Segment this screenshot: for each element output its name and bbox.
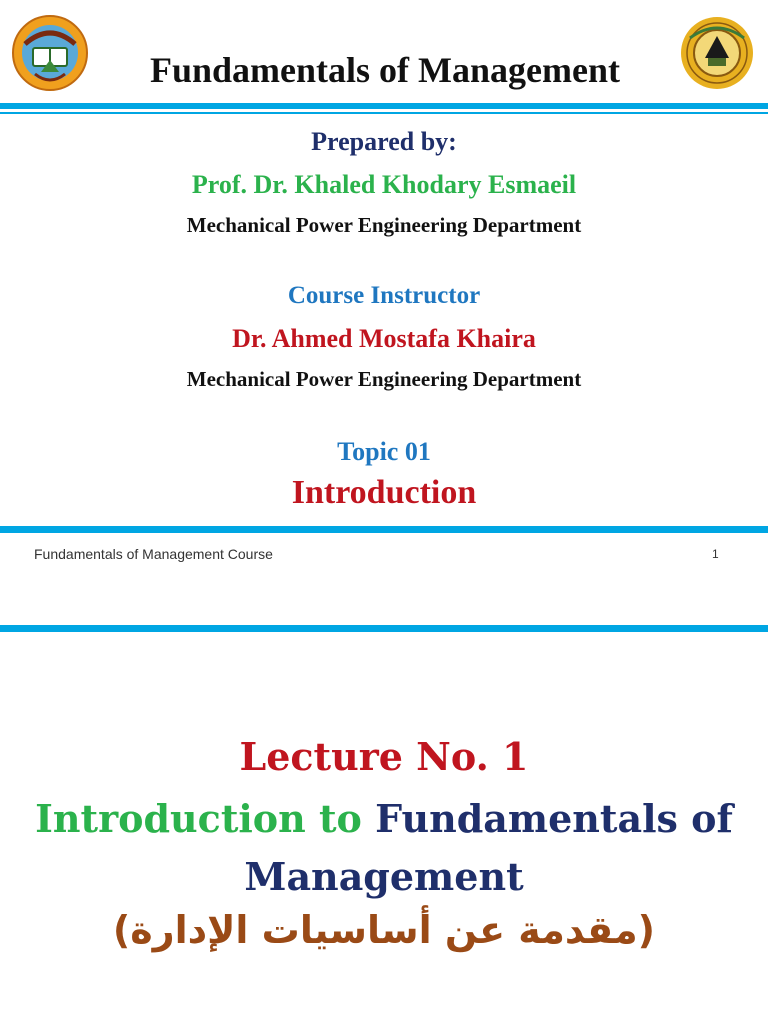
heading-intro-text: Introduction to	[35, 796, 362, 841]
footer-course-name: Fundamentals of Management Course	[34, 546, 273, 562]
instructor-department: Mechanical Power Engineering Department	[186, 367, 582, 391]
footer-divider	[0, 526, 768, 533]
slide-title: Fundamentals of Management	[150, 50, 620, 90]
university-logo-icon	[11, 14, 89, 92]
course-instructor-label: Course Instructor	[287, 282, 481, 309]
author-name: Prof. Dr. Khaled Khodary Esmaeil	[191, 170, 577, 199]
slide2-top-divider	[0, 625, 768, 632]
lecture-number: Lecture No. 1	[239, 734, 529, 779]
arabic-subtitle: (مقدمة عن أساسيات الإدارة)	[112, 908, 656, 952]
faculty-logo-icon	[678, 14, 756, 92]
author-department: Mechanical Power Engineering Department	[186, 213, 582, 237]
prepared-by-label: Prepared by:	[311, 127, 457, 156]
header-divider-thin	[0, 112, 768, 114]
lecture-heading-line1	[0, 796, 768, 841]
page-number: 1	[712, 547, 719, 561]
header-divider	[0, 103, 768, 109]
lecture-heading-line2: Management	[244, 854, 524, 899]
topic-label: Topic 01	[337, 437, 431, 466]
topic-title: Introduction	[291, 474, 477, 511]
instructor-name: Dr. Ahmed Mostafa Khaira	[232, 324, 536, 353]
heading-fundamentals-text: Fundamentals of	[375, 796, 733, 841]
